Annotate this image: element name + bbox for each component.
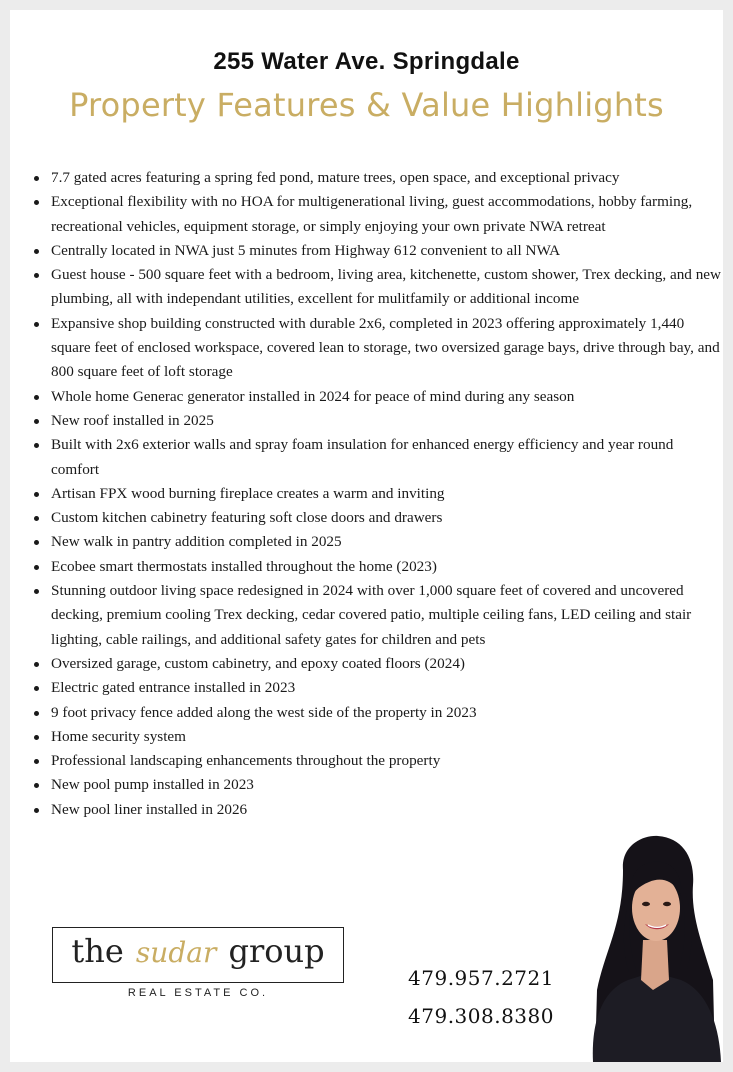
logo-tagline: REAL ESTATE CO.	[127, 987, 269, 999]
feature-item: Expansive shop building constructed with durable 2x6, completed in 2023 offering approximately 1,440 square feet of enclosed workspace, covered lean to storage, two oversized garage bays, drive through bay, and 800 square feet of loft storage	[51, 312, 721, 385]
feature-item: 9 foot privacy fence added along the west side of the property in 2023	[51, 701, 721, 725]
feature-item: Oversized garage, custom cabinetry, and epoxy coated floors (2024)	[51, 652, 721, 676]
feature-item: Centrally located in NWA just 5 minutes from Highway 612 convenient to all NWA	[51, 239, 721, 263]
feature-item: New pool pump installed in 2023	[51, 773, 721, 797]
feature-item: Built with 2x6 exterior walls and spray foam insulation for enhanced energy efficiency and year round comfort	[51, 433, 721, 482]
feature-item: Artisan FPX wood burning fireplace creates a warm and inviting	[51, 482, 721, 506]
feature-item: Stunning outdoor living space redesigned in 2024 with over 1,000 square feet of covered and uncovered decking, premium cooling Trex decking, cedar covered patio, multiple ceiling fans, LED ceiling and stair lighting, cable railings, and additional safety gates for children and pets	[51, 579, 721, 652]
feature-item: New roof installed in 2025	[51, 409, 721, 433]
feature-item: Custom kitchen cabinetry featuring soft close doors and drawers	[51, 506, 721, 530]
feature-item: Whole home Generac generator installed in 2024 for peace of mind during any season	[51, 385, 721, 409]
feature-item: New pool liner installed in 2026	[51, 798, 721, 822]
property-address: 255 Water Ave. Springdale	[213, 48, 520, 75]
feature-item: 7.7 gated acres featuring a spring fed pond, mature trees, open space, and exceptional privacy	[51, 166, 721, 190]
agent-photo	[583, 830, 723, 1062]
feature-item: Exceptional flexibility with no HOA for multigenerational living, guest accommodations, hobby farming, recreational vehicles, equipment storage, or simply enjoying your own private NWA retreat	[51, 190, 721, 239]
phone-number-1: 479.957.2721	[408, 966, 554, 990]
phone-number-2: 479.308.8380	[408, 1004, 554, 1028]
agent-neck	[641, 940, 669, 990]
feature-item: Home security system	[51, 725, 721, 749]
feature-item: Guest house - 500 square feet with a bedroom, living area, kitchenette, custom shower, Trex decking, and new plumbing, all with independant utilities, excellent for mulitfamily or additional income	[51, 263, 721, 312]
brokerage-logo	[52, 927, 344, 983]
feature-item: Professional landscaping enhancements throughout the property	[51, 749, 721, 773]
feature-item: Electric gated entrance installed in 2023	[51, 676, 721, 700]
feature-item: Ecobee smart thermostats installed throughout the home (2023)	[51, 555, 721, 579]
logo-word-the: the	[71, 932, 124, 970]
feature-item: New walk in pantry addition completed in 2025	[51, 530, 721, 554]
logo-word-group: group	[228, 932, 325, 970]
logo-wordmark	[53, 932, 343, 970]
page-heading: Property Features & Value Highlights	[69, 86, 664, 124]
flyer-page	[10, 10, 723, 1062]
logo-word-script: sudar	[135, 936, 217, 969]
feature-list	[51, 166, 721, 822]
